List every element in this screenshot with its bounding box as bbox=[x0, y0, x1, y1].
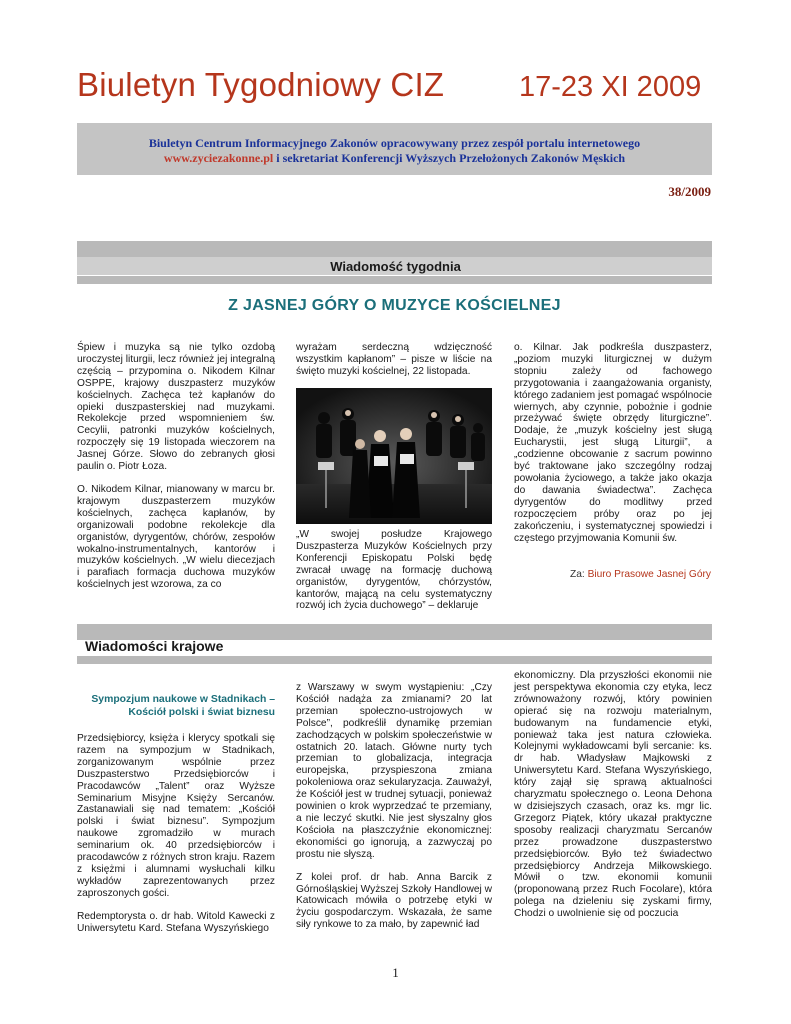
photo-caption-column bbox=[296, 529, 492, 612]
section-band-bottom-2 bbox=[77, 656, 712, 664]
source-label: Za: bbox=[569, 569, 585, 580]
banner-line-1: Biuletyn Centrum Informacyjnego Zakonów opracowywany przez zespół portalu internetowego bbox=[148, 136, 641, 150]
source-name[interactable]: Biuro Prasowe Jasnej Góry bbox=[587, 569, 711, 580]
news-paragraph: Redemptorysta o. dr hab. Witold Kawecki z Uniwersytetu Kard. Stefana Wyszyńskiego bbox=[77, 910, 275, 934]
article-source bbox=[570, 569, 711, 580]
news-column-1 bbox=[77, 733, 275, 935]
page-number: 1 bbox=[392, 965, 399, 980]
issue-date: 17-23 XI 2009 bbox=[519, 71, 702, 103]
news-column-2 bbox=[296, 682, 492, 931]
article-paragraph: o. Kilnar. Jak podkreśla duszpasterz, „poziom muzyki liturgicznej w dużym stopniu zależy od fachowego przygotowania i zaangażowania organisty, którego zadaniem jest pomagać wspólnocie wiernych, aby czynnie, pobożnie i godnie przeżywać święte obrzędy liturgiczne”. Dodaje, że „muzyk kościelny jest sługą Eucharystii, jest sługą Liturgii”, a „codzienne obcowanie z sacrum powinno być traktowane jako szczególny rodzaj powołania życiowego, a także jako okazja do dawania świadectwa”. Zachęca dyrygentów do modlitwy przed rozpoczęciem próby oraz po jej zakończeniu, i systematycznej spowiedzi i częstego przyjmowania Komunii św. bbox=[514, 342, 712, 544]
article-paragraph: „W swojej posłudze Krajowego Duszpasterza Muzyków Kościelnych przy Konferencji Episkopatu Polski będę zwracał uwagę na formację duchową organistów, dyrygentów, chórzystów, kantorów, mającą na celu systematyczny rozwój ich życia duchowego” – deklaruje bbox=[296, 529, 492, 612]
banner-line-2-text: i sekretariat Konferencji Wyższych Przełożonych Zakonów Męskich bbox=[276, 151, 626, 165]
section-band-top bbox=[77, 241, 712, 257]
news-paragraph: z Warszawy w swym wystąpieniu: „Czy Kościół nadąża za zmianami? 20 lat przemian społeczno-ustrojowych w Polsce”, podkreślił dynamikę przemian zachodzących w polskim społeczeństwie w ostatnich 20. latach. Główne nurty tych przemian to globalizacja, integracja europejska, przyspieszona zmiana pokoleniowa oraz sekularyzacja. Zauważył, że Kościół jest w trudnej sytuacji, ponieważ powinien o krok wyprzedzać te przemiany, a nie leczyć skutki. Nie jest słyszalny głos Kościoła na płaszczyźnie ekonomicznej: ekonomiści go ignorują, a zazwyczaj po prostu nie słyszą. bbox=[296, 682, 492, 860]
article-paragraph: wyrażam serdeczną wdzięczność wszystkim kapłanom” – pisze w liście na święto muzyki kościelnej, 22 listopada. bbox=[296, 342, 492, 377]
bulletin-title: Biuletyn Tygodniowy CIZ bbox=[77, 66, 445, 103]
choir-photo-image bbox=[296, 388, 492, 524]
article-subheadline: Sympozjum naukowe w Stadnikach – Kościół polski i świat biznesu bbox=[91, 694, 275, 718]
choir-photo bbox=[296, 388, 492, 524]
section-heading-national-news: Wiadomości krajowe bbox=[85, 638, 224, 654]
issue-number: 38/2009 bbox=[668, 184, 711, 199]
portal-link[interactable]: www.zyciezakonne.pl bbox=[163, 151, 274, 165]
banner-line-2 bbox=[77, 151, 712, 166]
news-paragraph: Z kolei prof. dr hab. Anna Barcik z Górnośląskiej Wyższej Szkoły Handlowej w Katowicach mówiła o potrzebę etyki w życiu gospodarczym. Wskazała, że same siły rynkowe to za mało, by zapewnić ład bbox=[296, 871, 492, 931]
section-heading-news-of-week: Wiadomość tygodnia bbox=[330, 259, 461, 274]
section-band-bottom bbox=[77, 276, 712, 284]
news-column-3 bbox=[514, 670, 712, 920]
article-column-1 bbox=[77, 342, 275, 591]
article-headline: Z JASNEJ GÓRY O MUZYCE KOŚCIELNEJ bbox=[228, 297, 561, 314]
publisher-banner bbox=[77, 123, 712, 175]
article-column-3 bbox=[514, 342, 712, 544]
article-paragraph: Śpiew i muzyka są nie tylko ozdobą uroczystej liturgii, lecz również jej integralną częścią – przypomina o. Nikodem Kilnar OSPPE, krajowy duszpasterz muzyków kościelnych. Zachęca też kapłanów do opieki duszpasterskiej nad muzykami. Rekolekcje przed wspomnieniem św. Cecylii, patronki muzyków kościelnych, rozpoczęły się 19 listopada wieczorem na Jasnej Górze. Słowo do zebranych głosi paulin o. Piotr Łoza. bbox=[77, 342, 275, 473]
article-paragraph: O. Nikodem Kilnar, mianowany w marcu br. krajowym duszpasterzem muzyków kościelnych, zachęca kapłanów, by organizowali podobne rekolekcje dla organistów, dyrygentów, chórów, zespołów wokalno-instrumentalnych, kantorów i muzyków kościelnych. „W wielu diecezjach i parafiach formacja duchowa muzyków kościelnych jest wzorowa, za co bbox=[77, 483, 275, 591]
news-paragraph: Przedsiębiorcy, księża i klerycy spotkali się razem na sympozjum w Stadnikach, zorganizowanym wspólnie przez Duszpasterstwo Przedsiębiorców i Pracodawców „Talent” oraz Wyższe Seminarium Misyjne Księży Sercanów. Zastanawiali się nad tematem: „Kościół polski i świat biznesu”. Sympozjum naukowe zgromadziło w murach seminarium ok. 40 przedsiębiorców i pracodawców z różnych stron kraju. Razem z księżmi i alumnami wysłuchali kilku wykładów zaprezentowanych przez zaproszonych gości. bbox=[77, 733, 275, 899]
article-column-2-top bbox=[296, 342, 492, 378]
news-paragraph: ekonomiczny. Dla przyszłości ekonomii nie jest perspektywa ekonomia czy etyka, lecz zrównoważony rozwój, który powinien opierać się na rozwoju materialnym, budowanym na fundamencie etyki, ponieważ taka jest natura człowieka. Kolejnymi wykładowcami byli sercanie: ks. dr hab. Władysław Majkowski z Uniwersytetu Kard. Stefana Wyszyńskiego, który zajął się sprawą aktualności charyzmatu społecznego o. Leona Dehona w dzisiejszych czasach, oraz ks. mgr lic. Grzegorz Piątek, który ukazał praktyczne sposoby realizacji charyzmatu Sercanów przez prowadzone duszpasterstwo przedsiębiorców. Było też świadectwo przedsiębiorcy Andrzeja Miłkowskiego. Mówił o tzw. ekonomii komunii (proponowaną przez Ruch Focolare), która polega na dzieleniu się zyskami firmy, Chodzi o uwolnienie się od poczucia bbox=[514, 670, 712, 920]
